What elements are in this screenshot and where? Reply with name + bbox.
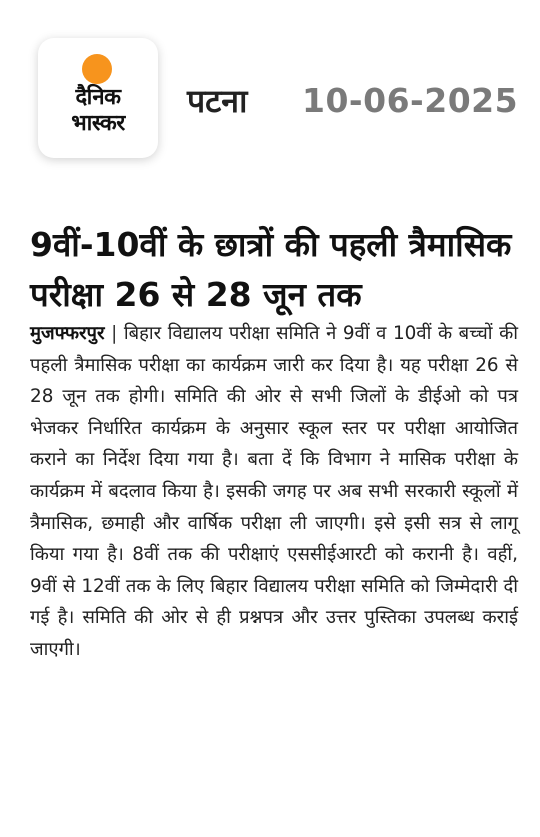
article-body	[30, 318, 518, 666]
header	[0, 0, 540, 190]
logo-sun-icon	[82, 54, 112, 84]
article-headline: 9वीं-10वीं के छात्रों की पहली त्रैमासिक परीक्षा 26 से 28 जून तक	[30, 225, 512, 314]
dateline-separator: |	[104, 323, 124, 344]
edition-city: पटना	[187, 82, 248, 120]
logo-text-dainik: दैनिक	[75, 85, 121, 110]
logo-text-bhaskar: भास्कर	[71, 111, 125, 136]
edition-date: 10-06-2025	[302, 81, 519, 120]
article-dateline: मुजफ्फरपुर	[30, 323, 105, 344]
article-body-text: बिहार विद्यालय परीक्षा समिति ने 9वीं व 10वीं के बच्चों की पहली त्रैमासिक परीक्षा का कार्यक्रम जारी कर दिया है। यह परीक्षा 26 से 28 जून तक होगी। समिति की ओर से सभी जिलों के डीईओ को पत्र भेजकर निर्धारित कार्यक्रम के अनुसार स्कूल स्तर पर परीक्षा आयोजित कराने का निर्देश दिया गया है। बता दें कि विभाग ने मासिक परीक्षा के कार्यक्रम में बदलाव किया है। इसकी जगह पर अब सभी सरकारी स्कूलों में त्रैमासिक, छमाही और वार्षिक परीक्षा ली जाएगी। इसे इसी सत्र से लागू किया गया है। 8वीं तक की परीक्षाएं एससीईआरटी को करानी है। वहीं, 9वीं से 12वीं तक के लिए बिहार विद्यालय परीक्षा समिति को जिम्मेदारी दी गई है। समिति की ओर से ही प्रश्नपत्र और उत्तर पुस्तिका उपलब्ध कराई जाएगी।	[30, 323, 519, 660]
